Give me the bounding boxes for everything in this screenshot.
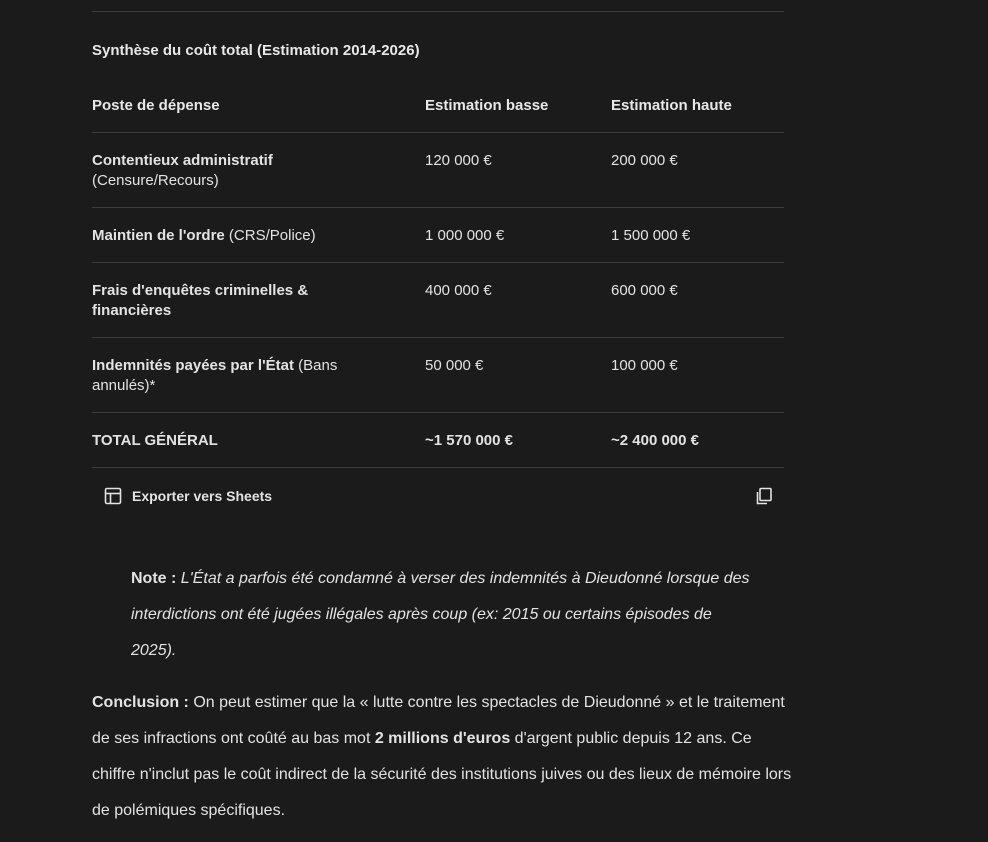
table-header-row (92, 79, 784, 133)
note-paragraph (131, 561, 751, 669)
high-estimate-cell: 100 000 € (611, 338, 784, 413)
high-estimate-cell: 1 500 000 € (611, 208, 784, 263)
table-title: Synthèse du coût total (Estimation 2014-2026) (92, 42, 420, 59)
expense-detail: (Bans annulés)* (92, 357, 338, 394)
divider (92, 11, 784, 12)
low-estimate-cell: 400 000 € (425, 263, 611, 338)
table-row (92, 133, 784, 208)
conclusion-text: On peut estimer que la « lutte contre les spectacles de Dieudonné » et le traitement de ses infractions ont coûté au bas mot (92, 694, 785, 747)
copy-icon (755, 487, 773, 505)
total-high: ~2 400 000 € (611, 413, 784, 468)
table-row (92, 338, 784, 413)
expense-detail: (Censure/Recours) (92, 172, 219, 189)
conclusion-highlight: 2 millions d'euros (374, 730, 511, 747)
expense-cell (92, 263, 425, 338)
table-icon (104, 487, 122, 505)
expense-cell (92, 133, 425, 208)
conclusion-label: Conclusion : (92, 694, 189, 711)
table-toolbar (92, 478, 784, 514)
low-estimate-cell: 1 000 000 € (425, 208, 611, 263)
column-header-expense: Poste de dépense (92, 79, 425, 133)
note-label: Note : (131, 570, 177, 587)
expense-label: Frais d'enquêtes criminelles & financières (92, 282, 309, 319)
expense-cell (92, 338, 425, 413)
column-header-low: Estimation basse (425, 79, 611, 133)
expense-cell (92, 208, 425, 263)
expense-label: Indemnités payées par l'État (92, 357, 294, 374)
note-text: L'État a parfois été condamné à verser des indemnités à Dieudonné lorsque des interdictions ont été jugées illégales après coup (ex: 2015 ou certains épisodes de 2025). (131, 570, 750, 659)
table-row (92, 208, 784, 263)
total-row (92, 413, 784, 468)
low-estimate-cell: 120 000 € (425, 133, 611, 208)
low-estimate-cell: 50 000 € (425, 338, 611, 413)
conclusion-paragraph (92, 685, 792, 829)
export-to-sheets-button[interactable] (98, 482, 278, 510)
expense-label: Contentieux administratif (92, 152, 273, 169)
table-row (92, 263, 784, 338)
export-label: Exporter vers Sheets (132, 488, 273, 504)
total-low: ~1 570 000 € (425, 413, 611, 468)
expense-detail: (CRS/Police) (224, 227, 316, 244)
conclusion-text-end: d'argent public depuis 12 ans. Ce chiffre n'inclut pas le coût indirect de la sécurité des institutions juives ou des lieux de mémoire lors de polémiques spécifiques. (92, 730, 792, 819)
copy-table-button[interactable] (750, 482, 778, 510)
cost-table (92, 79, 784, 468)
expense-label: Maintien de l'ordre (92, 227, 225, 244)
column-header-high: Estimation haute (611, 79, 784, 133)
high-estimate-cell: 600 000 € (611, 263, 784, 338)
total-label: TOTAL GÉNÉRAL (92, 413, 425, 468)
high-estimate-cell: 200 000 € (611, 133, 784, 208)
